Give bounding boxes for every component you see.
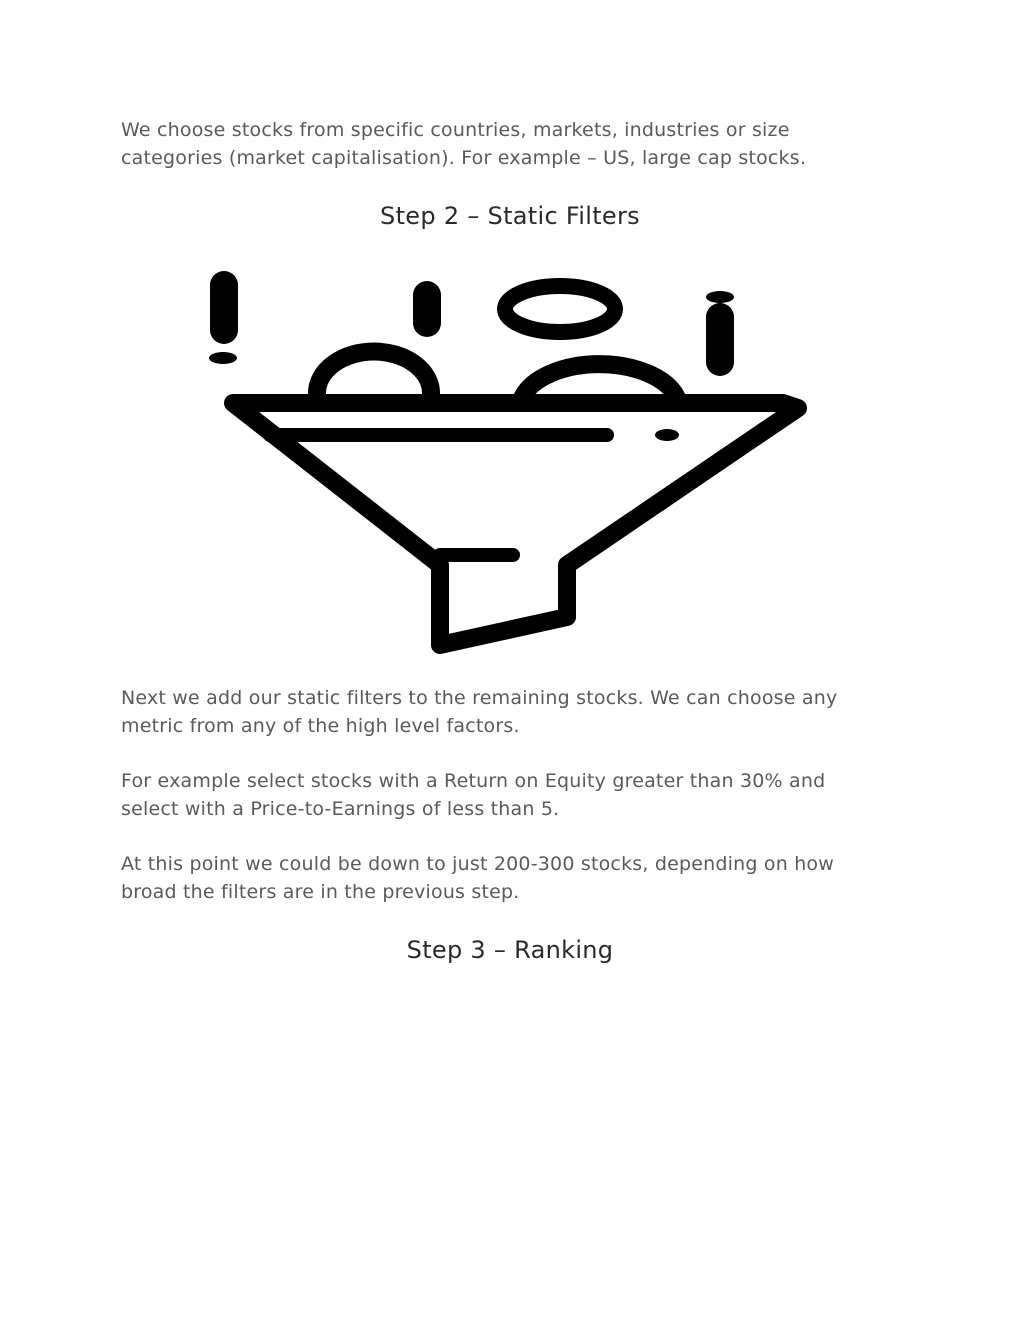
static-filters-paragraph: Next we add our static filters to the remaining stocks. We can choose any metric from any of the high level factors. — [121, 687, 838, 737]
funnel-filter-icon — [195, 265, 815, 665]
intro-paragraph: We choose stocks from specific countries, markets, industries or size categories (market capitalisation). For example – US, large cap stocks. — [121, 119, 807, 169]
falling-dot-left — [209, 352, 237, 364]
remaining-stocks-paragraph: At this point we could be down to just 200-300 stocks, depending on how broad the filters are in the previous step. — [121, 853, 834, 903]
ring-entering-left — [317, 352, 431, 393]
example-paragraph: For example select stocks with a Return on Equity greater than 30% and select with a Price-to-Earnings of less than 5. — [121, 770, 826, 820]
ring-entering-right — [522, 364, 677, 398]
step-3-heading: Step 3 – Ranking — [406, 936, 614, 964]
step-2-heading: Step 2 – Static Filters — [380, 202, 640, 230]
falling-dot-right — [706, 291, 734, 303]
falling-ring-top — [505, 286, 615, 332]
funnel-inner-dot — [655, 429, 679, 441]
